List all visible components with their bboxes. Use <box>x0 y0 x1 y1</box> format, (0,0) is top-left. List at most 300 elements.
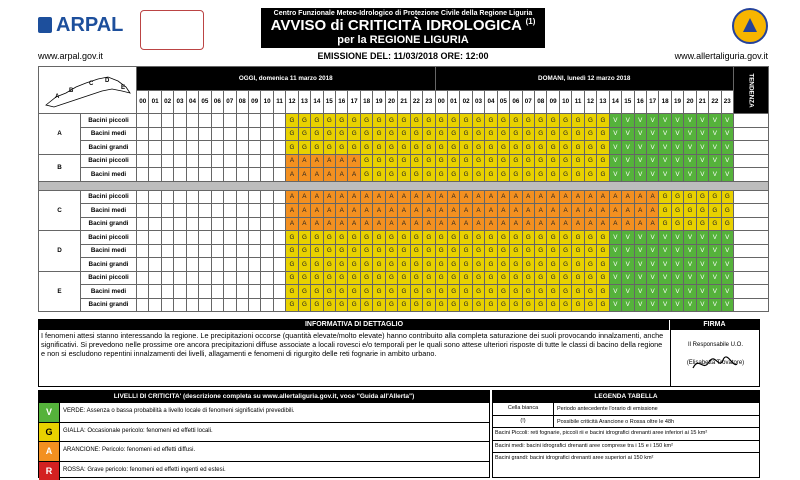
criticality-cell[interactable]: V <box>646 141 658 155</box>
criticality-cell[interactable]: A <box>497 217 509 231</box>
criticality-cell[interactable]: G <box>336 231 348 245</box>
criticality-cell[interactable]: G <box>572 154 584 168</box>
criticality-cell[interactable]: G <box>360 258 372 272</box>
criticality-cell[interactable] <box>224 258 236 272</box>
criticality-cell[interactable]: G <box>535 298 547 312</box>
criticality-cell[interactable] <box>236 204 248 218</box>
criticality-cell[interactable]: V <box>709 271 721 285</box>
criticality-cell[interactable]: V <box>634 154 646 168</box>
criticality-cell[interactable]: G <box>348 141 360 155</box>
criticality-cell[interactable]: G <box>522 244 534 258</box>
criticality-cell[interactable]: G <box>311 285 323 299</box>
criticality-cell[interactable] <box>236 127 248 141</box>
criticality-cell[interactable]: G <box>286 114 298 128</box>
criticality-cell[interactable]: G <box>373 127 385 141</box>
criticality-cell[interactable]: G <box>360 271 372 285</box>
criticality-cell[interactable] <box>149 154 161 168</box>
criticality-cell[interactable]: G <box>485 271 497 285</box>
criticality-cell[interactable]: G <box>410 168 422 182</box>
criticality-cell[interactable]: G <box>398 127 410 141</box>
criticality-cell[interactable]: G <box>348 244 360 258</box>
criticality-cell[interactable]: A <box>634 190 646 204</box>
criticality-cell[interactable]: G <box>348 127 360 141</box>
livelli-title[interactable]: LIVELLI DI CRITICITA' (descrizione completa su www.allertaliguria.gov.it, voce "Guida all'Allerta") <box>39 391 489 402</box>
criticality-cell[interactable]: A <box>485 204 497 218</box>
criticality-cell[interactable]: A <box>634 204 646 218</box>
criticality-cell[interactable]: G <box>472 298 484 312</box>
criticality-cell[interactable]: G <box>423 141 435 155</box>
criticality-cell[interactable]: G <box>348 271 360 285</box>
criticality-cell[interactable]: G <box>348 258 360 272</box>
criticality-cell[interactable]: G <box>472 231 484 245</box>
criticality-cell[interactable] <box>211 127 223 141</box>
criticality-cell[interactable] <box>236 141 248 155</box>
criticality-cell[interactable]: A <box>298 168 310 182</box>
criticality-cell[interactable]: G <box>336 141 348 155</box>
criticality-cell[interactable]: V <box>646 127 658 141</box>
criticality-cell[interactable]: G <box>584 244 596 258</box>
criticality-cell[interactable]: A <box>646 217 658 231</box>
criticality-cell[interactable]: V <box>634 258 646 272</box>
criticality-cell[interactable] <box>149 168 161 182</box>
criticality-cell[interactable]: G <box>497 231 509 245</box>
criticality-cell[interactable] <box>137 285 149 299</box>
criticality-cell[interactable] <box>211 204 223 218</box>
criticality-cell[interactable] <box>273 258 285 272</box>
criticality-cell[interactable]: A <box>447 204 459 218</box>
criticality-cell[interactable] <box>273 114 285 128</box>
criticality-cell[interactable]: V <box>671 285 683 299</box>
criticality-cell[interactable] <box>236 217 248 231</box>
criticality-cell[interactable]: G <box>485 298 497 312</box>
criticality-cell[interactable]: V <box>721 298 733 312</box>
criticality-cell[interactable]: V <box>684 298 696 312</box>
criticality-cell[interactable] <box>137 141 149 155</box>
criticality-cell[interactable]: V <box>709 127 721 141</box>
criticality-cell[interactable] <box>137 127 149 141</box>
criticality-cell[interactable]: V <box>671 231 683 245</box>
criticality-cell[interactable]: A <box>298 154 310 168</box>
criticality-cell[interactable]: G <box>547 114 559 128</box>
criticality-cell[interactable]: G <box>510 285 522 299</box>
criticality-cell[interactable]: A <box>323 217 335 231</box>
criticality-cell[interactable]: V <box>684 141 696 155</box>
criticality-cell[interactable]: V <box>696 168 708 182</box>
criticality-cell[interactable]: G <box>460 114 472 128</box>
criticality-cell[interactable]: G <box>336 258 348 272</box>
criticality-cell[interactable]: A <box>311 217 323 231</box>
criticality-cell[interactable]: V <box>684 258 696 272</box>
criticality-cell[interactable] <box>199 231 211 245</box>
criticality-cell[interactable] <box>161 298 173 312</box>
criticality-cell[interactable]: G <box>398 271 410 285</box>
criticality-cell[interactable] <box>273 298 285 312</box>
criticality-cell[interactable] <box>273 141 285 155</box>
criticality-cell[interactable] <box>161 204 173 218</box>
criticality-cell[interactable] <box>174 258 186 272</box>
criticality-cell[interactable]: A <box>597 217 609 231</box>
criticality-cell[interactable]: G <box>298 285 310 299</box>
criticality-cell[interactable]: A <box>348 168 360 182</box>
criticality-cell[interactable] <box>224 298 236 312</box>
criticality-cell[interactable]: G <box>572 168 584 182</box>
criticality-cell[interactable] <box>137 154 149 168</box>
criticality-cell[interactable]: V <box>721 114 733 128</box>
criticality-cell[interactable] <box>248 258 260 272</box>
criticality-cell[interactable]: G <box>584 114 596 128</box>
criticality-cell[interactable]: G <box>336 271 348 285</box>
criticality-cell[interactable] <box>248 244 260 258</box>
criticality-cell[interactable]: A <box>398 204 410 218</box>
criticality-cell[interactable]: G <box>410 231 422 245</box>
criticality-cell[interactable]: G <box>360 244 372 258</box>
criticality-cell[interactable]: G <box>559 271 571 285</box>
criticality-cell[interactable]: A <box>410 204 422 218</box>
criticality-cell[interactable]: V <box>622 258 634 272</box>
criticality-cell[interactable]: G <box>472 285 484 299</box>
criticality-cell[interactable] <box>261 258 273 272</box>
criticality-cell[interactable]: V <box>684 271 696 285</box>
criticality-cell[interactable]: G <box>535 154 547 168</box>
criticality-cell[interactable]: G <box>709 204 721 218</box>
criticality-cell[interactable] <box>211 154 223 168</box>
criticality-cell[interactable]: G <box>559 141 571 155</box>
criticality-cell[interactable]: A <box>510 190 522 204</box>
criticality-cell[interactable]: G <box>323 114 335 128</box>
criticality-cell[interactable] <box>211 244 223 258</box>
criticality-cell[interactable]: V <box>609 271 621 285</box>
criticality-cell[interactable]: V <box>646 298 658 312</box>
criticality-cell[interactable]: G <box>423 127 435 141</box>
criticality-cell[interactable]: G <box>311 141 323 155</box>
criticality-cell[interactable] <box>186 258 198 272</box>
criticality-cell[interactable]: G <box>423 258 435 272</box>
criticality-cell[interactable]: G <box>671 190 683 204</box>
criticality-cell[interactable]: G <box>485 168 497 182</box>
criticality-cell[interactable]: V <box>622 114 634 128</box>
criticality-cell[interactable]: V <box>709 244 721 258</box>
criticality-cell[interactable]: V <box>684 154 696 168</box>
criticality-cell[interactable]: A <box>622 217 634 231</box>
criticality-cell[interactable]: A <box>398 217 410 231</box>
criticality-cell[interactable] <box>236 285 248 299</box>
criticality-cell[interactable] <box>261 168 273 182</box>
criticality-cell[interactable] <box>248 204 260 218</box>
criticality-cell[interactable]: G <box>385 244 397 258</box>
criticality-cell[interactable]: A <box>373 190 385 204</box>
criticality-cell[interactable]: V <box>709 141 721 155</box>
criticality-cell[interactable] <box>186 168 198 182</box>
criticality-cell[interactable] <box>137 190 149 204</box>
criticality-cell[interactable]: G <box>447 244 459 258</box>
criticality-cell[interactable]: A <box>522 190 534 204</box>
criticality-cell[interactable]: G <box>572 258 584 272</box>
criticality-cell[interactable]: G <box>572 244 584 258</box>
criticality-cell[interactable] <box>161 141 173 155</box>
criticality-cell[interactable]: G <box>572 231 584 245</box>
criticality-cell[interactable]: V <box>684 285 696 299</box>
criticality-cell[interactable] <box>137 231 149 245</box>
criticality-cell[interactable] <box>236 168 248 182</box>
criticality-cell[interactable] <box>248 141 260 155</box>
criticality-cell[interactable]: A <box>435 204 447 218</box>
criticality-cell[interactable]: G <box>547 285 559 299</box>
criticality-cell[interactable]: V <box>609 168 621 182</box>
criticality-cell[interactable]: G <box>584 154 596 168</box>
criticality-cell[interactable]: G <box>584 127 596 141</box>
criticality-cell[interactable]: G <box>373 298 385 312</box>
criticality-cell[interactable]: A <box>423 190 435 204</box>
criticality-cell[interactable]: G <box>298 244 310 258</box>
criticality-cell[interactable]: G <box>547 231 559 245</box>
criticality-cell[interactable]: V <box>609 231 621 245</box>
criticality-cell[interactable]: V <box>709 231 721 245</box>
criticality-cell[interactable]: G <box>447 114 459 128</box>
criticality-cell[interactable]: A <box>336 190 348 204</box>
criticality-cell[interactable] <box>174 168 186 182</box>
criticality-cell[interactable]: V <box>709 168 721 182</box>
criticality-cell[interactable]: A <box>485 217 497 231</box>
criticality-cell[interactable]: G <box>460 168 472 182</box>
criticality-cell[interactable] <box>137 204 149 218</box>
criticality-cell[interactable]: G <box>547 271 559 285</box>
criticality-cell[interactable] <box>174 204 186 218</box>
criticality-cell[interactable] <box>211 190 223 204</box>
criticality-cell[interactable] <box>174 127 186 141</box>
criticality-cell[interactable] <box>174 244 186 258</box>
criticality-cell[interactable] <box>273 271 285 285</box>
criticality-cell[interactable] <box>161 271 173 285</box>
criticality-cell[interactable]: G <box>510 114 522 128</box>
criticality-cell[interactable]: A <box>559 190 571 204</box>
criticality-cell[interactable]: G <box>460 258 472 272</box>
criticality-cell[interactable] <box>236 114 248 128</box>
criticality-cell[interactable]: V <box>622 141 634 155</box>
criticality-cell[interactable] <box>161 154 173 168</box>
criticality-cell[interactable]: V <box>659 285 671 299</box>
criticality-cell[interactable]: G <box>485 285 497 299</box>
criticality-cell[interactable]: V <box>696 298 708 312</box>
criticality-cell[interactable]: G <box>659 217 671 231</box>
criticality-cell[interactable] <box>199 298 211 312</box>
criticality-cell[interactable]: G <box>547 127 559 141</box>
criticality-cell[interactable] <box>236 190 248 204</box>
criticality-cell[interactable] <box>261 298 273 312</box>
criticality-cell[interactable]: V <box>609 141 621 155</box>
criticality-cell[interactable]: G <box>510 231 522 245</box>
criticality-cell[interactable]: G <box>510 271 522 285</box>
criticality-cell[interactable]: V <box>609 114 621 128</box>
criticality-cell[interactable] <box>248 271 260 285</box>
criticality-cell[interactable]: G <box>559 285 571 299</box>
criticality-cell[interactable]: G <box>385 298 397 312</box>
criticality-cell[interactable]: G <box>472 154 484 168</box>
criticality-cell[interactable] <box>174 190 186 204</box>
criticality-cell[interactable]: G <box>547 154 559 168</box>
criticality-cell[interactable]: G <box>559 298 571 312</box>
arpal-logo[interactable]: ARPAL <box>38 14 123 37</box>
criticality-cell[interactable]: G <box>535 114 547 128</box>
criticality-cell[interactable]: A <box>348 204 360 218</box>
criticality-cell[interactable]: G <box>398 231 410 245</box>
criticality-cell[interactable]: G <box>360 141 372 155</box>
criticality-cell[interactable] <box>261 285 273 299</box>
criticality-cell[interactable]: G <box>721 204 733 218</box>
criticality-cell[interactable] <box>273 285 285 299</box>
criticality-cell[interactable]: G <box>423 168 435 182</box>
criticality-cell[interactable]: V <box>721 258 733 272</box>
criticality-cell[interactable] <box>211 217 223 231</box>
criticality-cell[interactable]: V <box>659 231 671 245</box>
criticality-cell[interactable] <box>248 154 260 168</box>
criticality-cell[interactable]: G <box>460 285 472 299</box>
criticality-cell[interactable]: G <box>447 127 459 141</box>
criticality-cell[interactable]: G <box>447 271 459 285</box>
criticality-cell[interactable]: V <box>671 154 683 168</box>
criticality-cell[interactable] <box>199 168 211 182</box>
criticality-cell[interactable]: G <box>298 298 310 312</box>
criticality-cell[interactable] <box>261 141 273 155</box>
criticality-cell[interactable]: V <box>696 154 708 168</box>
criticality-cell[interactable] <box>149 298 161 312</box>
criticality-cell[interactable]: V <box>721 127 733 141</box>
criticality-cell[interactable]: G <box>522 141 534 155</box>
criticality-cell[interactable]: V <box>646 285 658 299</box>
criticality-cell[interactable] <box>174 154 186 168</box>
criticality-cell[interactable] <box>273 217 285 231</box>
criticality-cell[interactable]: G <box>472 258 484 272</box>
criticality-cell[interactable]: V <box>721 271 733 285</box>
criticality-cell[interactable]: V <box>721 231 733 245</box>
criticality-cell[interactable]: G <box>547 141 559 155</box>
criticality-cell[interactable]: G <box>373 258 385 272</box>
criticality-cell[interactable]: G <box>348 285 360 299</box>
criticality-cell[interactable]: G <box>535 127 547 141</box>
criticality-cell[interactable]: G <box>435 258 447 272</box>
criticality-cell[interactable] <box>236 154 248 168</box>
criticality-cell[interactable]: G <box>584 141 596 155</box>
criticality-cell[interactable]: G <box>360 298 372 312</box>
criticality-cell[interactable]: V <box>646 231 658 245</box>
criticality-cell[interactable]: G <box>286 285 298 299</box>
criticality-cell[interactable]: V <box>659 154 671 168</box>
criticality-cell[interactable]: G <box>410 258 422 272</box>
criticality-cell[interactable]: G <box>684 204 696 218</box>
criticality-cell[interactable] <box>174 217 186 231</box>
criticality-cell[interactable]: G <box>311 244 323 258</box>
criticality-cell[interactable]: V <box>659 244 671 258</box>
criticality-cell[interactable]: G <box>435 141 447 155</box>
criticality-cell[interactable]: G <box>373 168 385 182</box>
criticality-cell[interactable]: G <box>522 258 534 272</box>
criticality-cell[interactable]: G <box>286 258 298 272</box>
criticality-cell[interactable]: V <box>634 168 646 182</box>
criticality-cell[interactable]: G <box>286 244 298 258</box>
criticality-cell[interactable]: A <box>634 217 646 231</box>
criticality-cell[interactable] <box>199 285 211 299</box>
criticality-cell[interactable]: A <box>547 217 559 231</box>
arpal-link[interactable]: www.arpal.gov.it <box>38 51 103 61</box>
criticality-cell[interactable]: G <box>410 298 422 312</box>
criticality-cell[interactable]: A <box>311 168 323 182</box>
criticality-cell[interactable]: V <box>646 271 658 285</box>
criticality-cell[interactable]: V <box>684 114 696 128</box>
criticality-cell[interactable] <box>211 231 223 245</box>
criticality-cell[interactable]: V <box>659 127 671 141</box>
criticality-cell[interactable] <box>248 217 260 231</box>
criticality-cell[interactable]: G <box>522 168 534 182</box>
criticality-cell[interactable]: G <box>684 217 696 231</box>
criticality-cell[interactable] <box>224 271 236 285</box>
criticality-cell[interactable]: G <box>286 298 298 312</box>
criticality-cell[interactable]: A <box>622 190 634 204</box>
criticality-cell[interactable]: A <box>572 204 584 218</box>
criticality-cell[interactable]: G <box>410 271 422 285</box>
criticality-cell[interactable]: V <box>659 271 671 285</box>
criticality-cell[interactable]: A <box>286 154 298 168</box>
criticality-cell[interactable] <box>186 285 198 299</box>
criticality-cell[interactable]: A <box>348 190 360 204</box>
criticality-cell[interactable]: V <box>622 271 634 285</box>
criticality-cell[interactable] <box>236 231 248 245</box>
criticality-cell[interactable]: G <box>447 231 459 245</box>
criticality-cell[interactable]: G <box>423 285 435 299</box>
criticality-cell[interactable]: G <box>597 114 609 128</box>
criticality-cell[interactable]: G <box>597 298 609 312</box>
criticality-cell[interactable]: G <box>298 258 310 272</box>
criticality-cell[interactable]: G <box>572 141 584 155</box>
criticality-cell[interactable] <box>248 127 260 141</box>
criticality-cell[interactable]: G <box>709 217 721 231</box>
criticality-cell[interactable] <box>224 204 236 218</box>
criticality-cell[interactable]: G <box>323 244 335 258</box>
criticality-cell[interactable] <box>174 141 186 155</box>
criticality-cell[interactable]: G <box>460 231 472 245</box>
criticality-cell[interactable] <box>186 217 198 231</box>
criticality-cell[interactable]: A <box>323 190 335 204</box>
criticality-cell[interactable]: V <box>634 244 646 258</box>
criticality-cell[interactable]: G <box>572 114 584 128</box>
criticality-cell[interactable] <box>273 231 285 245</box>
criticality-cell[interactable]: G <box>460 244 472 258</box>
criticality-cell[interactable]: V <box>721 154 733 168</box>
criticality-cell[interactable]: A <box>423 217 435 231</box>
criticality-cell[interactable]: G <box>398 154 410 168</box>
criticality-cell[interactable]: A <box>572 190 584 204</box>
criticality-cell[interactable] <box>236 258 248 272</box>
criticality-cell[interactable] <box>261 204 273 218</box>
criticality-cell[interactable]: G <box>410 127 422 141</box>
criticality-cell[interactable]: A <box>323 154 335 168</box>
criticality-cell[interactable] <box>261 154 273 168</box>
criticality-cell[interactable] <box>186 114 198 128</box>
criticality-cell[interactable] <box>224 114 236 128</box>
criticality-cell[interactable]: G <box>373 114 385 128</box>
criticality-cell[interactable] <box>137 258 149 272</box>
criticality-cell[interactable]: V <box>696 258 708 272</box>
criticality-cell[interactable]: G <box>597 244 609 258</box>
criticality-cell[interactable]: G <box>696 217 708 231</box>
criticality-cell[interactable] <box>224 244 236 258</box>
criticality-cell[interactable]: A <box>447 217 459 231</box>
criticality-cell[interactable] <box>211 114 223 128</box>
criticality-cell[interactable] <box>161 127 173 141</box>
criticality-cell[interactable]: G <box>336 127 348 141</box>
criticality-cell[interactable]: G <box>597 127 609 141</box>
criticality-cell[interactable]: G <box>360 114 372 128</box>
criticality-cell[interactable]: G <box>472 141 484 155</box>
criticality-cell[interactable]: A <box>410 190 422 204</box>
